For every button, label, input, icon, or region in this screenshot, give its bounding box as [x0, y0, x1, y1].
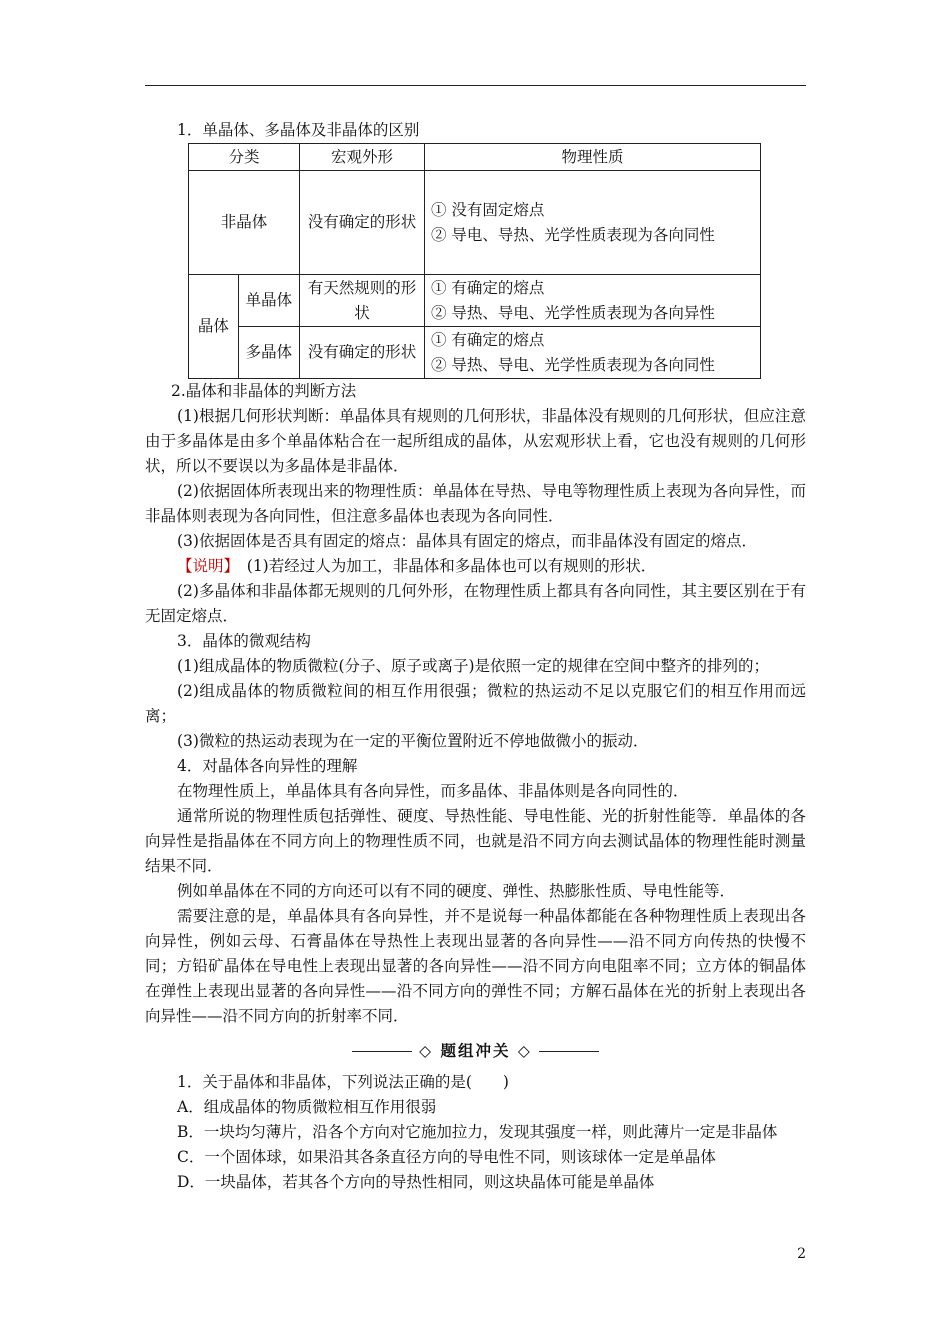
- poly-crystal-shape: 没有确定的形状: [300, 327, 425, 379]
- paragraph: (3)微粒的热运动表现为在一定的平衡位置附近不停地做微小的振动．: [177, 732, 649, 750]
- note-text: (1)若经过人为加工，非晶体和多晶体也可以有规则的形状．: [231, 557, 657, 575]
- single-crystal-props: [425, 275, 761, 327]
- paragraph: 在物理性质上，单晶体具有各向异性，而多晶体、非晶体则是各向同性的．: [177, 782, 689, 800]
- prop-line: ② 导电、导热、光学性质表现为各向同性: [431, 225, 715, 244]
- table-header-row: [189, 144, 761, 171]
- header-shape: 宏观外形: [300, 144, 425, 171]
- paragraph: (1)根据几何形状判断：单晶体具有规则的几何形状，非晶体没有规则的几何形状，但应注意由于多晶体是由多个单晶体粘合在一起所组成的晶体，从宏观形状上看，它也没有规则的几何形状，所以不要误以为多晶体是非晶体．: [145, 407, 806, 475]
- option-d: D．一块晶体，若其各个方向的导热性相同，则这块晶体可能是单晶体: [177, 1173, 655, 1191]
- non-crystal-name: 非晶体: [189, 171, 300, 275]
- paragraph: 需要注意的是，单晶体具有各向异性，并不是说每一种晶体都能在各种物理性质上表现出各向异性，例如云母、石膏晶体在导热性上表现出显著的各向异性——沿不同方向传热的快慢不同；方铅矿晶体在导电性上表现出显著的各向异性——沿不同方向电阻率不同；立方体的铜晶体在弹性上表现出显著的各向异性——沿不同方向的弹性不同；方解石晶体在光的折射上表现出各向异性——沿不同方向的折射率不同．: [145, 907, 806, 1025]
- option-a: A．组成晶体的物质微粒相互作用很弱: [177, 1098, 437, 1116]
- section2-title: 2.晶体和非晶体的判断方法: [171, 382, 357, 400]
- section3-title: 3．晶体的微观结构: [177, 632, 311, 650]
- note-tag: 【说明】: [177, 557, 232, 575]
- single-crystal-shape: 有天然规则的形状: [300, 275, 425, 327]
- comparison-table: [188, 143, 761, 379]
- banner-rule-right: [539, 1051, 599, 1052]
- header-rule: [145, 85, 806, 86]
- paragraph: (3)依据固体是否具有固定的熔点：晶体具有固定的熔点，而非晶体没有固定的熔点．: [177, 532, 757, 550]
- paragraph: (2)组成晶体的物质微粒间的相互作用很强；微粒的热运动不足以克服它们的相互作用而远离；: [145, 682, 806, 725]
- paragraph: (2)多晶体和非晶体都无规则的几何外形，在物理性质上都具有各向同性，其主要区别在于有无固定熔点．: [145, 582, 806, 625]
- paragraph: (2)依据固体所表现出来的物理性质：单晶体在导热、导电等物理性质上表现为各向异性，而非晶体则表现为各向同性，但注意多晶体也表现为各向同性．: [145, 482, 806, 525]
- paragraph: (1)组成晶体的物质微粒(分子、原子或离子)是依照一定的规律在空间中整齐的排列的；: [177, 657, 770, 675]
- crystal-label: 晶体: [189, 275, 239, 379]
- section1-title: 1．单晶体、多晶体及非晶体的区别: [177, 121, 420, 139]
- page-number: 2: [797, 1246, 806, 1262]
- option-c: C．一个固体球，如果沿其各条直径方向的导电性不同，则该球体一定是单晶体: [177, 1148, 716, 1166]
- section4-title: 4．对晶体各向异性的理解: [177, 757, 358, 775]
- banner-title: ◇ 题组冲关 ◇: [419, 1042, 532, 1060]
- header-properties: 物理性质: [425, 144, 761, 171]
- single-crystal-name: 单晶体: [238, 275, 299, 327]
- table-row: [189, 171, 761, 275]
- paragraph: 例如单晶体在不同的方向还可以有不同的硬度、弹性、热膨胀性质、导电性能等．: [177, 882, 736, 900]
- paragraph: 通常所说的物理性质包括弹性、硬度、导热性能、导电性能、光的折射性能等．单晶体的各向异性是指晶体在不同方向上的物理性质不同，也就是沿不同方向去测试晶体的物理性能时测量结果不同．: [145, 807, 806, 875]
- non-crystal-props: [425, 171, 761, 275]
- question-stem: 1．关于晶体和非晶体，下列说法正确的是( ): [177, 1073, 509, 1091]
- option-b: B．一块均匀薄片，沿各个方向对它施加拉力，发现其强度一样，则此薄片一定是非晶体: [177, 1123, 778, 1141]
- prop-line: ① 没有固定熔点: [431, 200, 545, 219]
- prop-line: ② 导热、导电、光学性质表现为各向异性: [431, 303, 715, 322]
- exercise-banner: [145, 1039, 806, 1064]
- prop-line: ① 有确定的熔点: [431, 278, 545, 297]
- table-row: [189, 327, 761, 379]
- poly-crystal-props: [425, 327, 761, 379]
- banner-rule-left: [352, 1051, 412, 1052]
- non-crystal-shape: 没有确定的形状: [300, 171, 425, 275]
- header-category: 分类: [189, 144, 300, 171]
- note-line: [145, 554, 806, 579]
- prop-line: ② 导热、导电、光学性质表现为各向同性: [431, 355, 715, 374]
- table-row: [189, 275, 761, 327]
- prop-line: ① 有确定的熔点: [431, 330, 545, 349]
- page-content: [145, 118, 806, 1195]
- poly-crystal-name: 多晶体: [238, 327, 299, 379]
